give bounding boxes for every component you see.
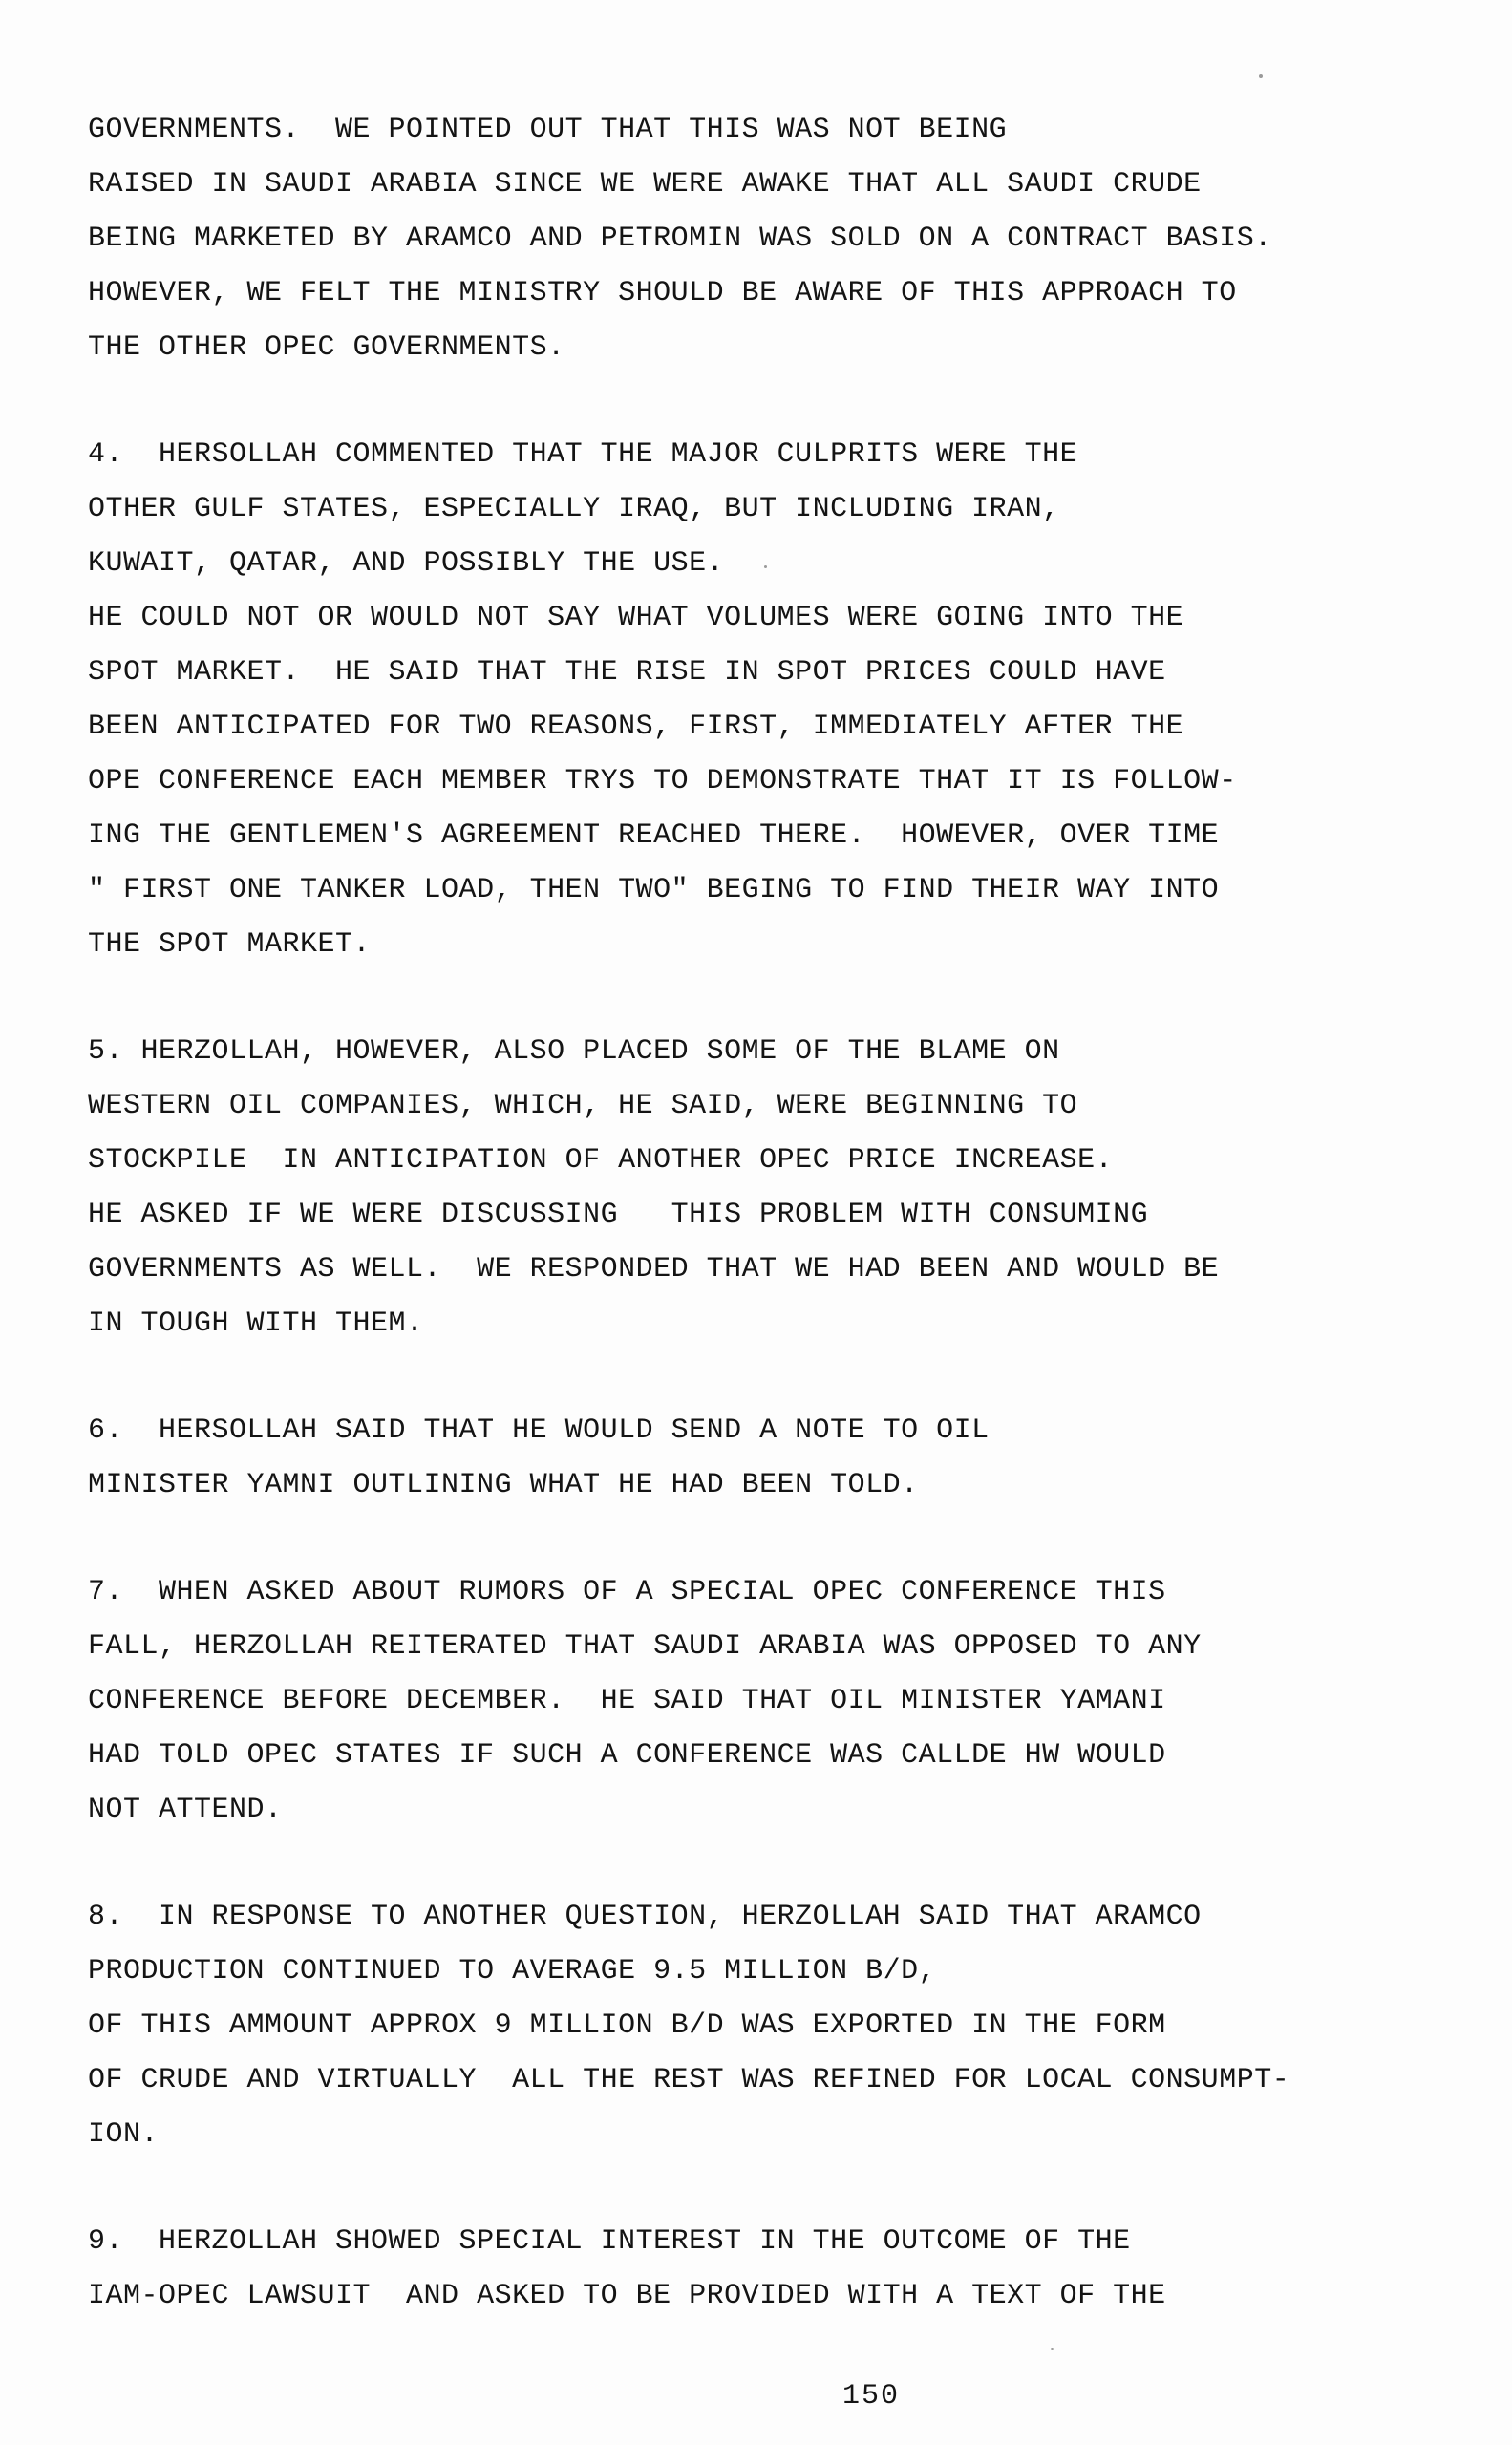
paragraph-p5 (88, 1025, 1330, 1351)
text-line: OF CRUDE AND VIRTUALLY ALL THE REST WAS REFINED FOR LOCAL CONSUMPT- (88, 2064, 1290, 2096)
text-line: SPOT MARKET. HE SAID THAT THE RISE IN SPOT PRICES COULD HAVE (88, 656, 1166, 689)
paragraph-p3 (88, 103, 1330, 375)
text-line: RAISED IN SAUDI ARABIA SINCE WE WERE AWAKE THAT ALL SAUDI CRUDE (88, 168, 1202, 201)
text-line: 8. IN RESPONSE TO ANOTHER QUESTION, HERZOLLAH SAID THAT ARAMCO (88, 1901, 1202, 1933)
text-line: OPE CONFERENCE EACH MEMBER TRYS TO DEMONSTRATE THAT IT IS FOLLOW- (88, 765, 1237, 797)
text-line: 7. WHEN ASKED ABOUT RUMORS OF A SPECIAL OPEC CONFERENCE THIS (88, 1576, 1166, 1608)
text-line: OF THIS AMMOUNT APPROX 9 MILLION B/D WAS EXPORTED IN THE FORM (88, 2009, 1166, 2042)
text-line: CONFERENCE BEFORE DECEMBER. HE SAID THAT OIL MINISTER YAMANI (88, 1685, 1166, 1717)
text-line: THE SPOT MARKET. (88, 928, 372, 961)
text-line: BEEN ANTICIPATED FOR TWO REASONS, FIRST, IMMEDIATELY AFTER THE (88, 711, 1184, 743)
text-line: HE COULD NOT OR WOULD NOT SAY WHAT VOLUMES WERE GOING INTO THE (88, 602, 1184, 634)
text-line: 6. HERSOLLAH SAID THAT HE WOULD SEND A NOTE TO OIL (88, 1414, 990, 1447)
text-line: FALL, HERZOLLAH REITERATED THAT SAUDI ARABIA WAS OPPOSED TO ANY (88, 1630, 1202, 1663)
scan-speck-top-right (1259, 74, 1263, 78)
text-line: ION. (88, 2118, 160, 2151)
text-line: WESTERN OIL COMPANIES, WHICH, HE SAID, WERE BEGINNING TO (88, 1090, 1078, 1122)
text-line: HOWEVER, WE FELT THE MINISTRY SHOULD BE AWARE OF THIS APPROACH TO (88, 277, 1237, 309)
text-line: 4. HERSOLLAH COMMENTED THAT THE MAJOR CULPRITS WERE THE (88, 438, 1078, 471)
text-line: " FIRST ONE TANKER LOAD, THEN TWO" BEGING TO FIND THEIR WAY INTO (88, 874, 1220, 906)
paragraph-p6 (88, 1404, 1330, 1513)
paragraph-p7 (88, 1565, 1330, 1838)
text-line: NOT ATTEND. (88, 1794, 283, 1826)
document-body (88, 103, 1330, 2376)
text-line: BEING MARKETED BY ARAMCO AND PETROMIN WAS SOLD ON A CONTRACT BASIS. (88, 223, 1272, 255)
text-line: THE OTHER OPEC GOVERNMENTS. (88, 331, 565, 364)
page-number: 150 (842, 2380, 901, 2413)
text-line: PRODUCTION CONTINUED TO AVERAGE 9.5 MILLION B/D, (88, 1955, 937, 1988)
paragraph-p8 (88, 1890, 1330, 2162)
text-line: GOVERNMENTS AS WELL. WE RESPONDED THAT WE HAD BEEN AND WOULD BE (88, 1253, 1220, 1286)
text-line: 9. HERZOLLAH SHOWED SPECIAL INTEREST IN THE OUTCOME OF THE (88, 2225, 1131, 2258)
text-line: KUWAIT, QATAR, AND POSSIBLY THE USE. (88, 547, 725, 580)
paragraph-p4 (88, 428, 1330, 972)
paragraph-p9 (88, 2215, 1330, 2324)
text-line: MINISTER YAMNI OUTLINING WHAT HE HAD BEEN TOLD. (88, 1469, 919, 1501)
text-line: HE ASKED IF WE WERE DISCUSSING THIS PROBLEM WITH CONSUMING (88, 1199, 1149, 1231)
text-line: OTHER GULF STATES, ESPECIALLY IRAQ, BUT INCLUDING IRAN, (88, 493, 1060, 525)
text-line: ING THE GENTLEMEN'S AGREEMENT REACHED THERE. HOWEVER, OVER TIME (88, 819, 1220, 852)
text-line: IAM-OPEC LAWSUIT AND ASKED TO BE PROVIDED WITH A TEXT OF THE (88, 2280, 1166, 2312)
text-line: HAD TOLD OPEC STATES IF SUCH A CONFERENCE WAS CALLDE HW WOULD (88, 1739, 1166, 1772)
text-line: 5. HERZOLLAH, HOWEVER, ALSO PLACED SOME OF THE BLAME ON (88, 1035, 1060, 1068)
text-line: STOCKPILE IN ANTICIPATION OF ANOTHER OPEC PRICE INCREASE. (88, 1144, 1114, 1177)
text-line: IN TOUGH WITH THEM. (88, 1308, 424, 1340)
text-line: GOVERNMENTS. WE POINTED OUT THAT THIS WAS NOT BEING (88, 114, 1008, 146)
